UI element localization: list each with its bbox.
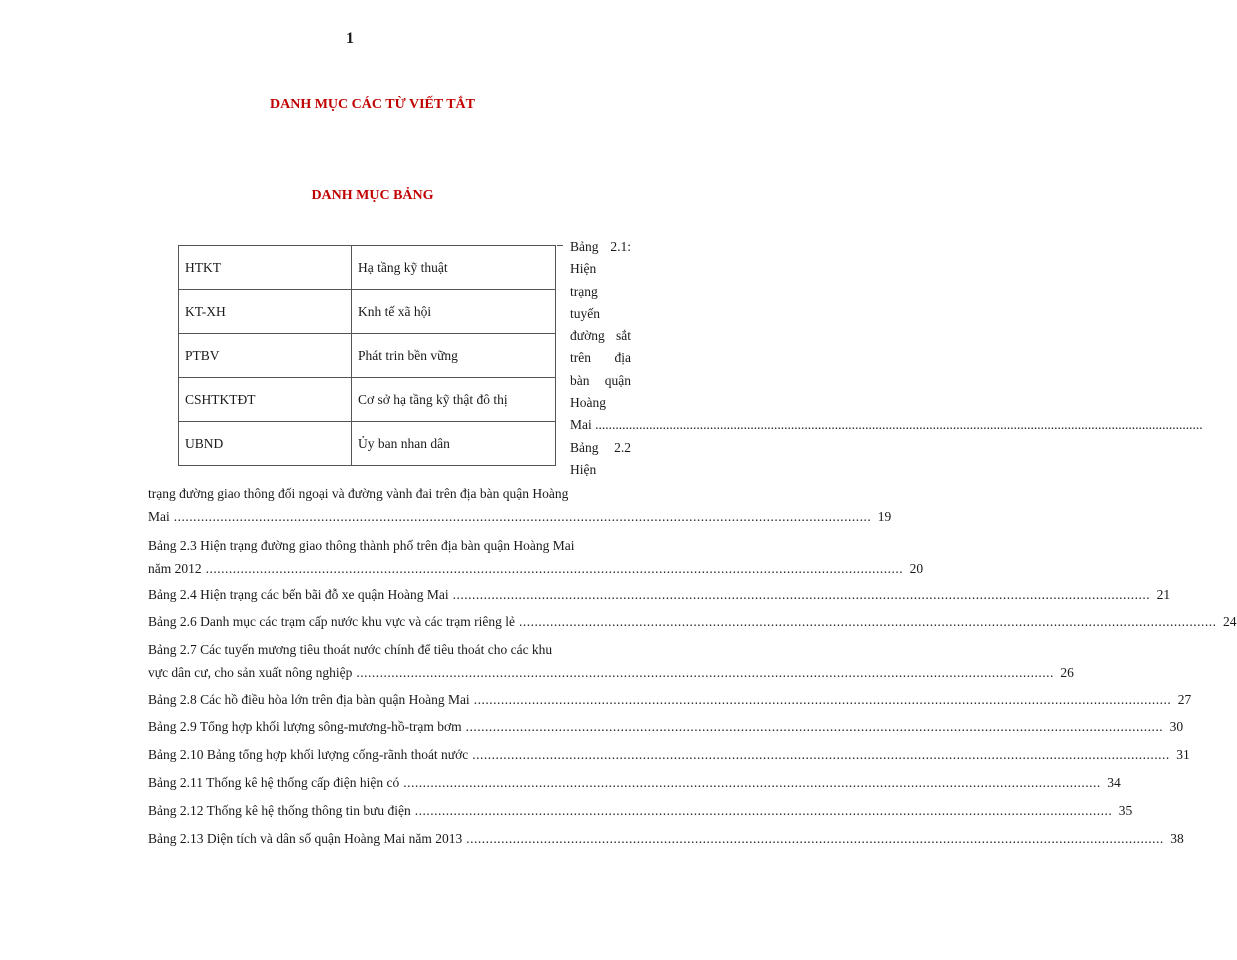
- toc-text-line: Bảng 2.13 Diện tích và dân số quận Hoàng Mai năm 2013: [148, 831, 463, 846]
- leader-dots: ....................................................................................................................................................................................: [473, 692, 1172, 707]
- toc-text-line: trên địa: [570, 350, 631, 366]
- leader-dots: ....................................................................................................................................................................................: [205, 560, 904, 576]
- toc-entry-2-3[interactable]: [148, 535, 924, 580]
- toc-entry-2-10[interactable]: [148, 744, 1190, 767]
- table-border-extension: [557, 245, 563, 246]
- table-row: [179, 334, 556, 378]
- wrapped-toc-entry-2-1[interactable]: [570, 236, 1203, 481]
- toc-text-line: Bảng 2.3 Hiện trạng đường giao thông thành phố trên địa bàn quận Hoàng Mai: [148, 538, 575, 553]
- toc-entry-2-8[interactable]: [148, 689, 1192, 712]
- toc-text-line: năm 2012: [148, 560, 202, 576]
- toc-page-number: 31: [1176, 747, 1190, 762]
- leader-dots: ....................................................................................................................................................................................: [173, 508, 872, 524]
- abbr-cell: KT-XH: [179, 290, 352, 334]
- toc-page-number: 38: [1170, 831, 1184, 846]
- table-row: [179, 246, 556, 290]
- toc-text-line: bàn quận: [570, 372, 631, 388]
- toc-text-line: [570, 414, 1203, 436]
- toc-text-line: Hiện: [570, 261, 597, 277]
- toc-text-line: Bảng 2.1:: [570, 239, 631, 254]
- toc-text-line: Bảng 2.2: [570, 439, 631, 455]
- toc-entry-2-2[interactable]: [148, 483, 892, 528]
- meaning-cell: Cơ sở hạ tầng kỹ thật đô thị: [352, 378, 556, 422]
- abbr-cell: PTBV: [179, 334, 352, 378]
- toc-page-number: 21: [1156, 587, 1171, 602]
- toc-text-line: Hoàng: [570, 395, 606, 411]
- toc-text-line: Bảng 2.11 Thống kê hệ thống cấp điện hiện có: [148, 775, 400, 790]
- table-row: [179, 422, 556, 466]
- abbr-cell: UBND: [179, 422, 352, 466]
- meaning-cell: Ủy ban nhan dân: [352, 422, 556, 466]
- toc-entry-2-12[interactable]: [148, 800, 1133, 823]
- page-number: 1: [346, 30, 354, 47]
- toc-page-number: 19: [877, 508, 892, 524]
- toc-entry-2-11[interactable]: [148, 772, 1121, 795]
- toc-page-number: 26: [1060, 664, 1074, 680]
- toc-page-number: 24: [1223, 614, 1237, 629]
- toc-text-line: Mai: [570, 417, 592, 433]
- toc-text-line: trạng: [570, 283, 598, 299]
- toc-entry-2-6[interactable]: [148, 611, 1237, 634]
- leader-dots: ....................................................................................................................................................................................: [465, 719, 1164, 734]
- toc-page-number: 30: [1169, 719, 1184, 734]
- toc-text-line: trạng đường giao thông đối ngoại và đường vành đai trên địa bàn quận Hoàng: [148, 486, 569, 501]
- toc-text-line: Bảng 2.12 Thống kê hệ thống thông tin bưu điện: [148, 803, 411, 818]
- meaning-cell: Hạ tầng kỹ thuật: [352, 246, 556, 290]
- leader-dots: ....................................................................................................................................................................................: [452, 587, 1151, 602]
- meaning-cell: Phát trin bền vững: [352, 334, 556, 378]
- leader-dots: ....................................................................................................................................................................................: [356, 664, 1054, 680]
- leader-dots: ....................................................................................................................................................................................: [466, 831, 1164, 846]
- toc-entry-2-9[interactable]: [148, 716, 1184, 739]
- toc-text-line: Bảng 2.8 Các hồ điều hòa lớn trên địa bàn quận Hoàng Mai: [148, 692, 470, 707]
- toc-entry-2-7[interactable]: [148, 639, 1074, 684]
- leader-dots: ....................................................................................................................................................................................: [519, 614, 1217, 629]
- toc-page-number: 34: [1107, 775, 1121, 790]
- toc-text-line: tuyến: [570, 305, 600, 321]
- table-row: [179, 290, 556, 334]
- tables-heading: DANH MỤC BẢNG: [311, 188, 434, 203]
- toc-page-number: 35: [1118, 803, 1133, 818]
- toc-page-number: 20: [909, 560, 924, 576]
- toc-text-line: Bảng 2.6 Danh mục các trạm cấp nước khu vực và các trạm riêng lẻ: [148, 614, 515, 629]
- abbreviations-heading: DANH MỤC CÁC TỪ VIẾT TẮT: [270, 97, 475, 112]
- toc-text-line: Mai: [148, 508, 170, 524]
- toc-text-line: vực dân cư, cho sản xuất nông nghiệp: [148, 664, 353, 680]
- toc-text-line: Hiện: [570, 461, 597, 477]
- leader-dots: ....................................................................................................................................................................................: [414, 803, 1113, 818]
- toc-text-line: đường sắt: [570, 328, 631, 344]
- leader-dots: ....................................................................................................................................................................................: [595, 417, 1203, 433]
- toc-page-number: 27: [1177, 692, 1192, 707]
- abbr-cell: CSHTKTĐT: [179, 378, 352, 422]
- abbr-cell: HTKT: [179, 246, 352, 290]
- leader-dots: ....................................................................................................................................................................................: [403, 775, 1101, 790]
- toc-text-line: Bảng 2.9 Tổng hợp khối lượng sông-mương-hồ-trạm bơm: [148, 719, 462, 734]
- table-row: [179, 378, 556, 422]
- toc-text-line: Bảng 2.7 Các tuyến mương tiêu thoát nước chính để tiêu thoát cho các khu: [148, 642, 553, 657]
- toc-entry-2-13[interactable]: [148, 828, 1184, 851]
- toc-text-line: Bảng 2.4 Hiện trạng các bến bãi đỗ xe quận Hoàng Mai: [148, 587, 449, 602]
- meaning-cell: Knh tế xã hội: [352, 290, 556, 334]
- abbreviations-table: [178, 245, 556, 466]
- toc-text-line: Bảng 2.10 Bảng tổng hợp khối lượng cống-rãnh thoát nước: [148, 747, 469, 762]
- leader-dots: ....................................................................................................................................................................................: [472, 747, 1170, 762]
- toc-entry-2-4[interactable]: [148, 584, 1171, 607]
